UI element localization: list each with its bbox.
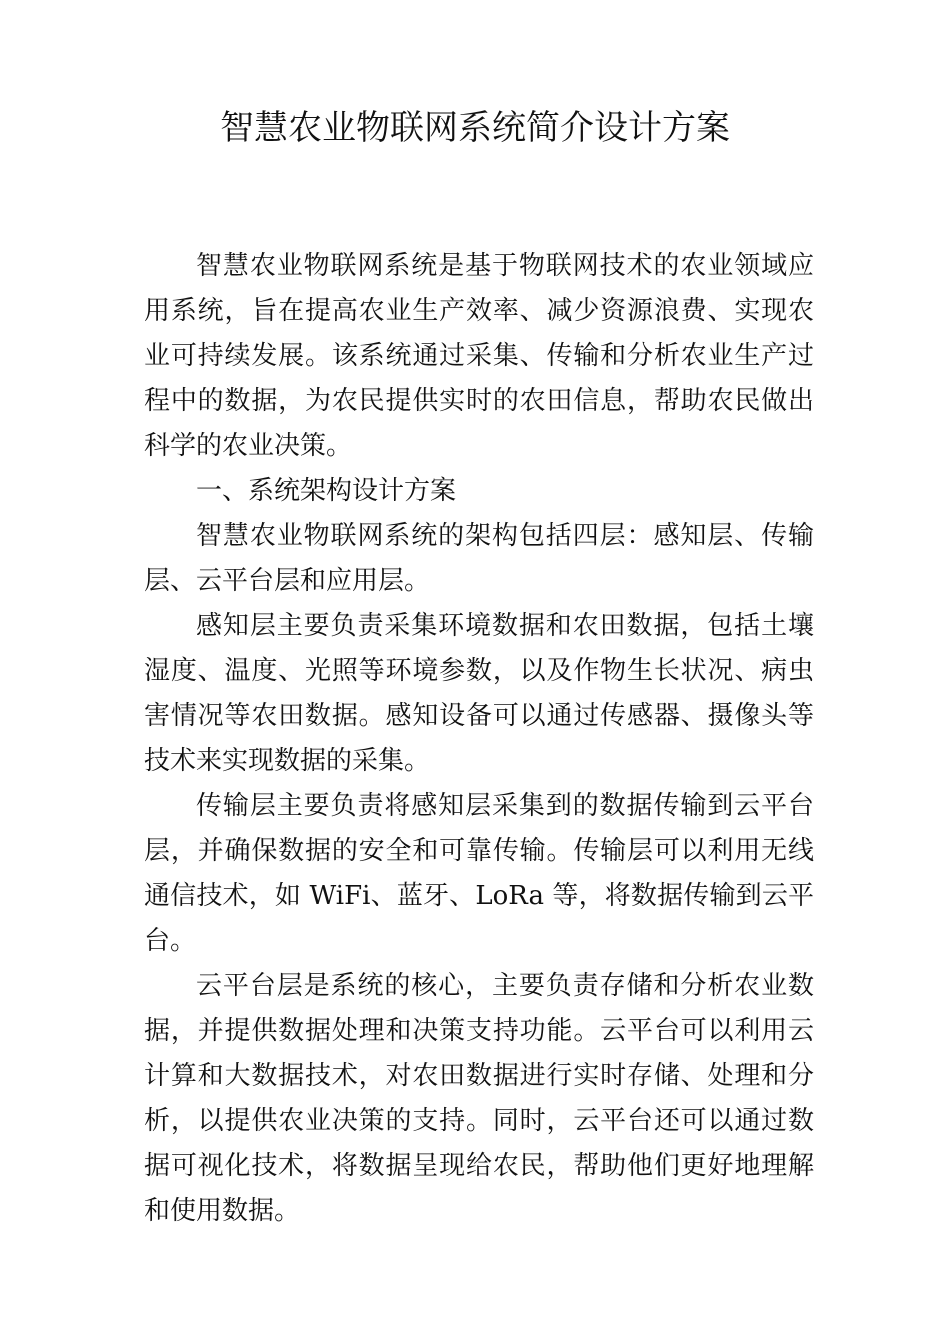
perception-layer-paragraph: 感知层主要负责采集环境数据和农田数据，包括土壤湿度、温度、光照等环境参数，以及作物生长状况、病虫害情况等农田数据。感知设备可以通过传感器、摄像头等技术来实现数据的采集。 (144, 611, 814, 776)
document-body (144, 244, 814, 1234)
document-title: 智慧农业物联网系统简介设计方案 (220, 108, 730, 148)
intro-paragraph: 智慧农业物联网系统是基于物联网技术的农业领域应用系统，旨在提高农业生产效率、减少资源浪费、实现农业可持续发展。该系统通过采集、传输和分析农业生产过程中的数据，为农民提供实时的农田信息，帮助农民做出科学的农业决策。 (144, 251, 814, 461)
transport-layer-paragraph: 传输层主要负责将感知层采集到的数据传输到云平台层，并确保数据的安全和可靠传输。传输层可以利用无线通信技术，如 WiFi、蓝牙、LoRa 等，将数据传输到云平台。 (144, 791, 814, 956)
section-heading-architecture: 一、系统架构设计方案 (196, 476, 457, 506)
architecture-paragraph: 智慧农业物联网系统的架构包括四层：感知层、传输层、云平台层和应用层。 (144, 521, 814, 596)
cloud-platform-paragraph: 云平台层是系统的核心，主要负责存储和分析农业数据，并提供数据处理和决策支持功能。云平台可以利用云计算和大数据技术，对农田数据进行实时存储、处理和分析，以提供农业决策的支持。同时，云平台还可以通过数据可视化技术，将数据呈现给农民，帮助他们更好地理解和使用数据。 (144, 971, 814, 1226)
